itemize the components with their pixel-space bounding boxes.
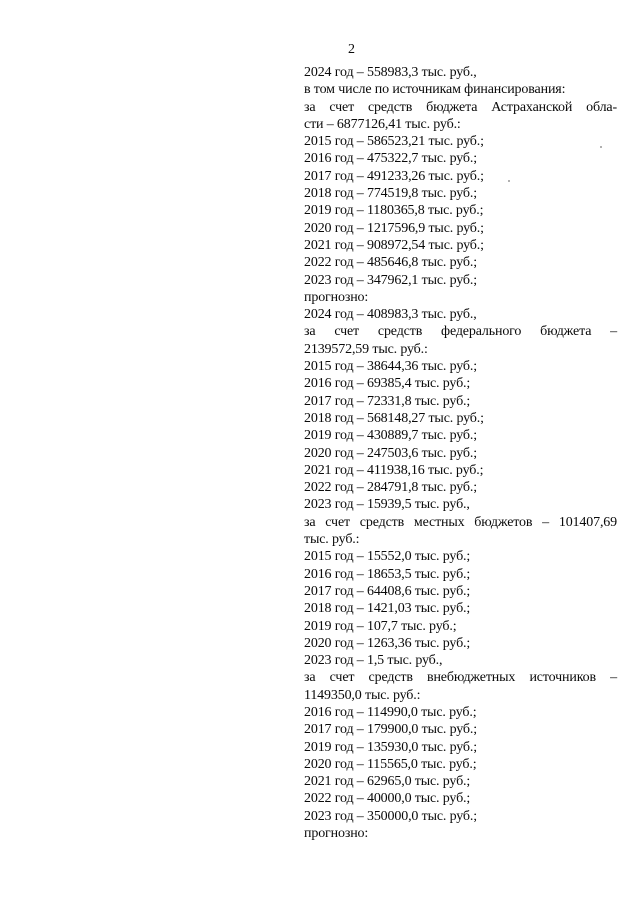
text-line: в том числе по источникам финансирования: (304, 82, 566, 98)
text-line: 2015 год – 586523,21 тыс. руб.; (304, 134, 484, 150)
text-line: тыс. руб.: (304, 532, 360, 548)
text-line: 2021 год – 908972,54 тыс. руб.; (304, 237, 484, 253)
text-line: 2023 год – 347962,1 тыс. руб.; (304, 272, 477, 288)
text-line: 2022 год – 485646,8 тыс. руб.; (304, 255, 477, 271)
text-line: 2020 год – 1263,36 тыс. руб.; (304, 635, 471, 651)
text-line: 1149350,0 тыс. руб.: (304, 687, 421, 703)
text-line: 2018 год – 1421,03 тыс. руб.; (304, 601, 471, 617)
text-line: за счет средств федерального бюджета – (304, 324, 617, 340)
text-line: 2017 год – 491233,26 тыс. руб.; (304, 168, 484, 184)
text-line: 2018 год – 568148,27 тыс. руб.; (304, 410, 484, 426)
text-line: за счет средств бюджета Астраханской обла- (304, 99, 617, 115)
text-line: 2019 год – 1180365,8 тыс. руб.; (304, 203, 484, 219)
text-line: 2015 год – 38644,36 тыс. руб.; (304, 359, 477, 375)
text-line: 2024 год – 558983,3 тыс. руб., (304, 65, 477, 80)
text-line: 2016 год – 114990,0 тыс. руб.; (304, 704, 477, 720)
scan-speck (600, 146, 602, 148)
text-line: сти – 6877126,41 тыс. руб.: (304, 116, 461, 132)
text-line: 2016 год – 69385,4 тыс. руб.; (304, 376, 471, 392)
text-line: 2023 год – 1,5 тыс. руб., (304, 653, 443, 669)
financing-text (304, 64, 617, 842)
text-line: прогнозно: (304, 826, 369, 842)
text-line: 2020 год – 247503,6 тыс. руб.; (304, 445, 477, 461)
text-line: 2139572,59 тыс. руб.: (304, 341, 428, 357)
text-line: за счет средств местных бюджетов – 101407,69 (304, 514, 617, 530)
text-line: 2021 год – 62965,0 тыс. руб.; (304, 774, 471, 790)
text-line: 2020 год – 115565,0 тыс. руб.; (304, 756, 477, 772)
text-line: 2022 год – 40000,0 тыс. руб.; (304, 791, 471, 807)
text-line: 2018 год – 774519,8 тыс. руб.; (304, 186, 477, 202)
text-line: 2016 год – 475322,7 тыс. руб.; (304, 151, 477, 167)
text-line: 2023 год – 15939,5 тыс. руб., (304, 497, 470, 513)
text-line: 2015 год – 15552,0 тыс. руб.; (304, 549, 471, 565)
text-line: 2019 год – 430889,7 тыс. руб.; (304, 428, 477, 444)
text-line: 2017 год – 64408,6 тыс. руб.; (304, 583, 471, 599)
text-line: 2021 год – 411938,16 тыс. руб.; (304, 462, 484, 478)
text-line: за счет средств внебюджетных источников – (304, 670, 617, 686)
text-line: 2016 год – 18653,5 тыс. руб.; (304, 566, 471, 582)
page-number: 2 (348, 42, 355, 57)
text-line: 2023 год – 350000,0 тыс. руб.; (304, 808, 477, 824)
text-line: 2017 год – 179900,0 тыс. руб.; (304, 722, 477, 738)
text-line: 2017 год – 72331,8 тыс. руб.; (304, 393, 471, 409)
scan-speck (508, 180, 510, 182)
text-line: 2024 год – 408983,3 тыс. руб., (304, 307, 477, 323)
text-line: 2020 год – 1217596,9 тыс. руб.; (304, 220, 484, 236)
text-line: 2019 год – 135930,0 тыс. руб.; (304, 739, 477, 755)
text-line: прогнозно: (304, 289, 369, 305)
text-line: 2022 год – 284791,8 тыс. руб.; (304, 480, 477, 496)
text-line: 2019 год – 107,7 тыс. руб.; (304, 618, 457, 634)
